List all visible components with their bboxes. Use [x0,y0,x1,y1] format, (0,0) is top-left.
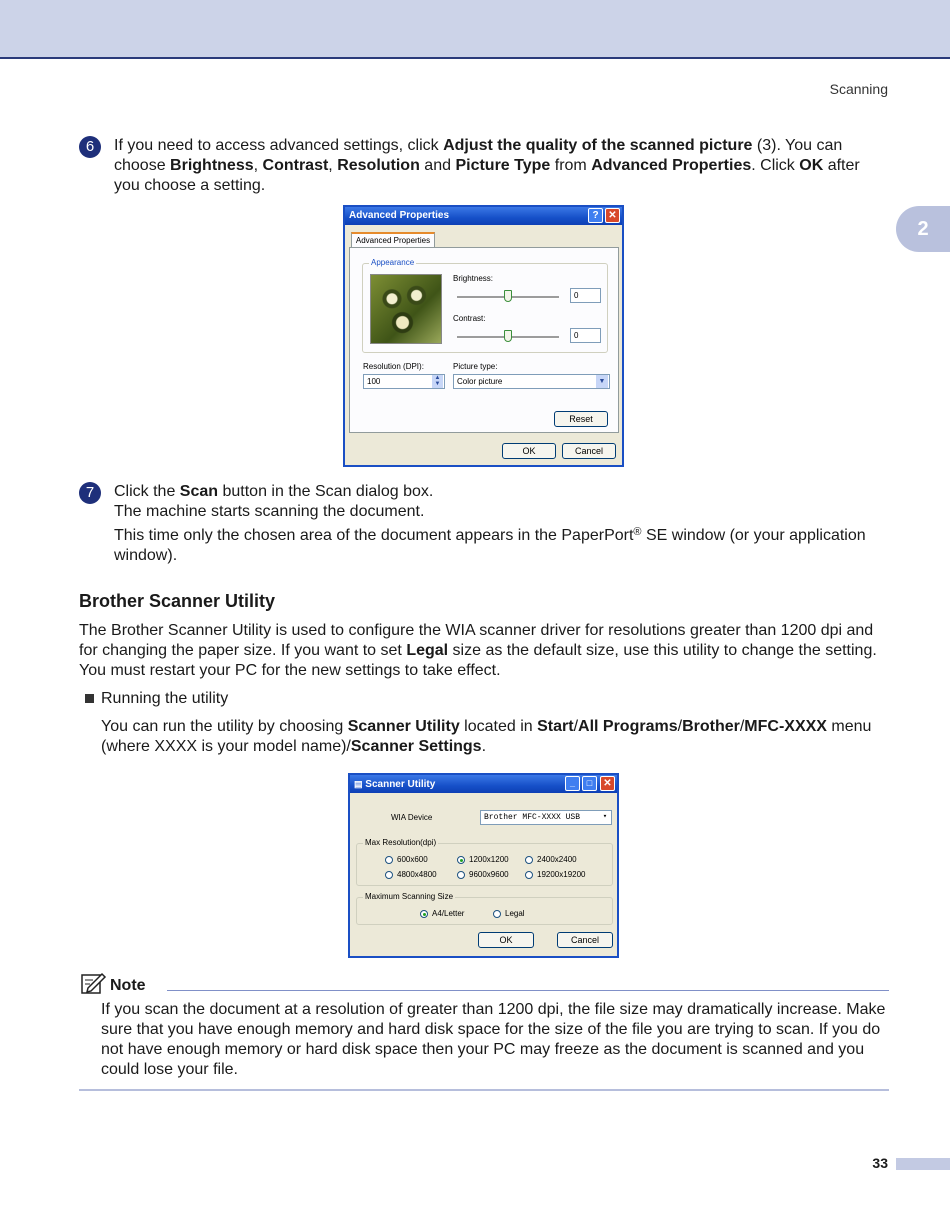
scanner-utility-dialog [348,773,619,958]
radio-label: 9600x9600 [469,870,509,879]
preview-image [370,274,442,344]
tab-advanced-properties[interactable]: Advanced Properties [351,232,435,247]
resolution-spinner[interactable] [363,374,445,389]
minimize-icon[interactable]: _ [565,776,580,791]
tab-panel [349,247,619,433]
cancel-button[interactable]: Cancel [557,932,613,948]
ok-button[interactable]: OK [502,443,556,459]
radio-label: 4800x4800 [397,870,437,879]
note-divider-bottom [79,1089,889,1091]
close-icon[interactable]: ✕ [600,776,615,791]
page-number: 33 [872,1155,888,1171]
radio-label: 2400x2400 [537,855,577,864]
app-icon: ▤ [354,779,363,789]
appearance-group [362,258,608,353]
radio-label: 1200x1200 [469,855,509,864]
section-title: Scanning [829,81,888,97]
max-scanning-size-group [356,892,613,925]
radio-size-a4-letter[interactable] [420,910,428,918]
radio-res-0[interactable] [385,856,393,864]
radio-label: A4/Letter [432,909,465,918]
dialog-title: Scanner Utility [365,779,436,790]
instructions-paragraph: You can run the utility by choosing Scanner Utility located in Start/All Programs/Brother/MFC-XXXX menu (where XXXX is your model name)/Scanner Settings. [101,718,872,755]
resolution-value: 100 [367,377,381,386]
reset-button[interactable]: Reset [554,411,608,427]
note-text: If you scan the document at a resolution of greater than 1200 dpi, the file size may dramatically increase. Make sure that you have enough memory and hard disk space for the size of the file you are trying to scan. If you do not have enough memory or hard disk space then your PC may freeze as the document is scanned and you could lose your file. [101,1001,886,1078]
radio-size-legal[interactable] [493,910,501,918]
dialog-titlebar [345,207,622,225]
picture-type-label: Picture type: [453,362,498,371]
maximize-icon[interactable]: □ [582,776,597,791]
section-heading: Brother Scanner Utility [79,591,276,611]
page-tab-bar [896,1158,950,1170]
group-title: Maximum Scanning Size [365,892,454,901]
brightness-slider-thumb[interactable] [504,290,512,302]
picture-type-select[interactable] [453,374,610,389]
note-label: Note [110,977,146,994]
picture-type-value: Color picture [457,377,503,386]
radio-res-1[interactable] [457,856,465,864]
radio-res-2[interactable] [525,856,533,864]
wia-device-select[interactable] [480,810,612,825]
brightness-label: Brightness: [453,274,494,283]
radio-res-5[interactable] [525,871,533,879]
wia-device-value: Brother MFC-XXXX USB [484,813,581,822]
group-title: Appearance [371,258,415,267]
chevron-down-icon[interactable]: ▾ [602,813,608,821]
close-button[interactable]: ✕ [605,208,620,223]
note-pencil-icon [80,972,107,996]
resolution-label: Resolution (DPI): [363,362,424,371]
contrast-label: Contrast: [453,314,486,323]
step-6-text: If you need to access advanced settings, click Adjust the quality of the scanned picture (3). You can choose Brightness, Contrast, Resolution and Picture Type from Advanced Properties. Click OK after you choose a setting. [114,137,860,194]
chevron-down-icon[interactable]: ▼ [596,375,608,388]
header-band [0,0,950,59]
note-divider-top [167,990,889,991]
radio-res-3[interactable] [385,871,393,879]
step-7-text: Click the Scan button in the Scan dialog box. The machine starts scanning the document. This time only the chosen area of the document appears in the PaperPort® SE window (or your application window). [114,483,866,564]
dialog-title: Advanced Properties [349,210,450,221]
radio-label: 600x600 [397,855,428,864]
radio-label: Legal [505,909,525,918]
radio-res-4[interactable] [457,871,465,879]
step-6 [79,136,889,196]
step-7 [79,482,889,566]
intro-paragraph: The Brother Scanner Utility is used to configure the WIA scanner driver for resolutions greater than 1200 dpi and for changing the paper size. If you want to set Legal size as the default size, use this utility to change the setting. You must restart your PC for the new settings to take effect. [79,622,877,679]
radio-label: 19200x19200 [537,870,586,879]
dialog-titlebar [350,775,617,793]
max-resolution-group [356,838,613,886]
help-button[interactable]: ? [588,208,603,223]
step-number: 6 [79,136,101,158]
bullet-text: Running the utility [101,690,229,707]
contrast-input[interactable]: 0 [570,328,601,343]
contrast-slider-thumb[interactable] [504,330,512,342]
group-title: Max Resolution(dpi) [365,838,437,847]
ok-button[interactable]: OK [478,932,534,948]
wia-device-label: WIA Device [391,813,433,822]
cancel-button[interactable]: Cancel [562,443,616,459]
spinner-arrows-icon[interactable]: ▲ ▼ [432,375,443,388]
brightness-input[interactable]: 0 [570,288,601,303]
step-number: 7 [79,482,101,504]
advanced-properties-dialog [343,205,624,467]
bullet-square-icon [85,694,94,703]
chapter-tab: 2 [896,206,950,252]
